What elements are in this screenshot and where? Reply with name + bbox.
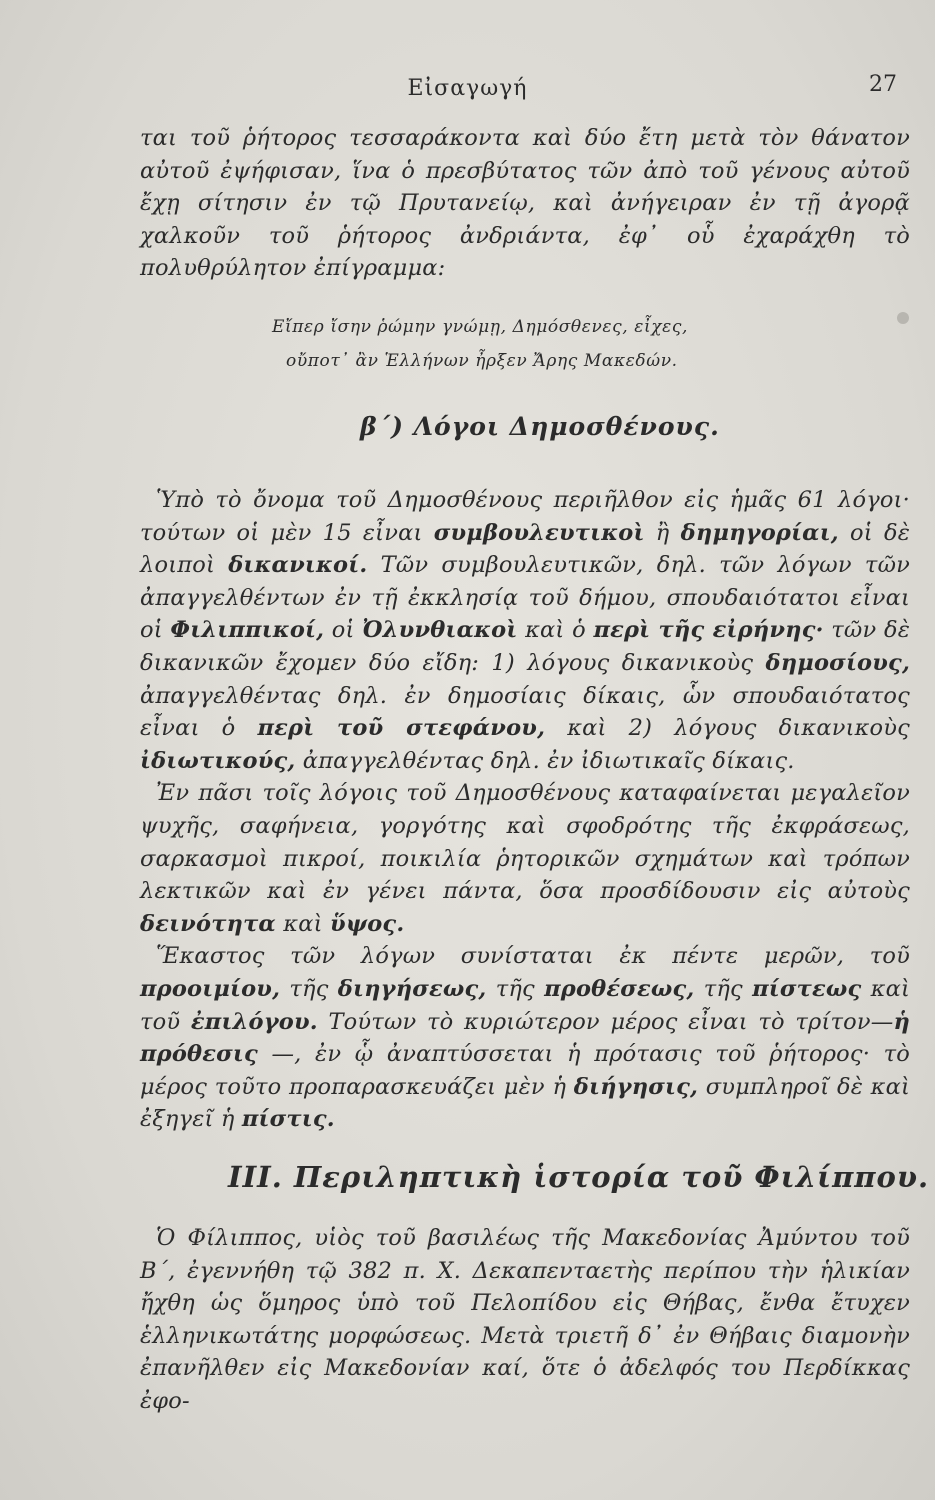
intro-paragraph-block <box>140 122 910 285</box>
parts-paragraph: Ἕκαστος τῶν λόγων συνίσταται ἐκ πέντε μερῶν, τοῦ προοιμίου, τῆς διηγήσεως, τῆς προθέσεως, τῆς πίστεως καὶ τοῦ ἐπιλόγου. Τούτων τὸ κυριώτερον μέρος εἶναι τὸ τρίτον—ἡ πρόθεσις —, ἐν ᾧ ἀναπτύσσεται ἡ πρότασις τοῦ ῥήτορος· τὸ μέρος τοῦτο προπαρασκευάζει μὲν ἡ διήγησις, συμπληροῖ δὲ καὶ ἐξηγεῖ ἡ πίστις. <box>140 943 911 1133</box>
speeches-paragraph: Ὑπὸ τὸ ὄνομα τοῦ Δημοσθένους περιῆλθον εἰς ἡμᾶς 61 λόγοι· τούτων οἱ μὲν 15 εἶναι συμβουλευτικοὶ ἢ δημηγορίαι, οἱ δὲ λοιποὶ δικανικοί. Τῶν συμβουλευτικῶν, δηλ. τῶν λόγων τῶν ἀπαγγελθέντων ἐν τῇ ἐκκλησίᾳ τοῦ δήμου, σπουδαιότατοι εἶναι οἱ Φιλιππικοί, οἱ Ὀλυνθιακοὶ καὶ ὁ περὶ τῆς εἰρήνης· τῶν δὲ δικανικῶν ἔχομεν δύο εἴδη: 1) λόγους δικανικοὺς δημοσίους, ἀπαγγελθέντας δηλ. ἐν δημοσίαις δίκαις, ὧν σπουδαιότατος εἶναι ὁ περὶ τοῦ στεφάνου, καὶ 2) λόγους δικανικοὺς ἰδιωτικούς, ἀπαγγελθέντας δηλ. ἐν ἰδιωτικαῖς δίκαις. <box>140 487 911 774</box>
section-heading-b: β΄) Λόγοι Δημοσθένους. <box>360 412 720 441</box>
chapter-heading-iii: III. Περιληπτικὴ ἱστορία τοῦ Φιλίππου. <box>228 1160 930 1194</box>
running-title: Εἰσαγωγή <box>407 76 528 101</box>
epigram-line-2: οὔποτ᾽ ἂν Ἑλλήνων ἦρξεν Ἄρης Μακεδών. <box>286 351 678 371</box>
page-header <box>0 72 935 106</box>
page-number: 27 <box>869 72 897 97</box>
section-b-body <box>140 484 910 1136</box>
chapter-iii-body <box>140 1222 910 1418</box>
philip-paragraph: Ὁ Φίλιππος, υἱὸς τοῦ βασιλέως τῆς Μακεδονίας Ἀμύντου τοῦ Β΄, ἐγεννήθη τῷ 382 π. Χ. Δεκαπενταετὴς περίπου τὴν ἡλικίαν ἤχθη ὡς ὅμηρος ὑπὸ τοῦ Πελοπίδου εἰς Θήβας, ἔνθα ἔτυχεν ἑλληνικωτάτης μορφώσεως. Μετὰ τριετῆ δ᾽ ἐν Θήβαις διαμονὴν ἐπανῆλθεν εἰς Μακεδονίαν καί, ὅτε ὁ ἀδελφός του Περδίκκας ἐφο- <box>140 1225 910 1414</box>
epigram <box>272 310 912 378</box>
style-paragraph: Ἐν πᾶσι τοῖς λόγοις τοῦ Δημοσθένους καταφαίνεται μεγαλεῖον ψυχῆς, σαφήνεια, γοργότης καὶ σφοδρότης τῆς ἐκφράσεως, σαρκασμοὶ πικροί, ποικιλία ῥητορικῶν σχημάτων καὶ τρόπων λεκτικῶν καὶ ἐν γένει πάντα, ὅσα προσδίδουσιν εἰς αὐτοὺς δεινότητα καὶ ὕψος. <box>140 780 910 937</box>
ink-blot <box>897 312 909 324</box>
epigram-line-1: Εἴπερ ἴσην ῥώμην γνώμῃ, Δημόσθενες, εἶχες, <box>272 317 689 337</box>
intro-paragraph: ται τοῦ ῥήτορος τεσσαράκοντα καὶ δύο ἔτη μετὰ τὸν θάνατον αὐτοῦ ἐψήφισαν, ἵνα ὁ πρεσβύτατος τῶν ἀπὸ τοῦ γένους αὐτοῦ ἔχῃ σίτησιν ἐν τῷ Πρυτανείῳ, καὶ ἀνήγειραν ἐν τῇ ἀγορᾷ χαλκοῦν τοῦ ῥήτορος ἀνδριάντα, ἐφ᾽ οὗ ἐχαράχθη τὸ πολυθρύλητον ἐπίγραμμα: <box>140 125 910 282</box>
